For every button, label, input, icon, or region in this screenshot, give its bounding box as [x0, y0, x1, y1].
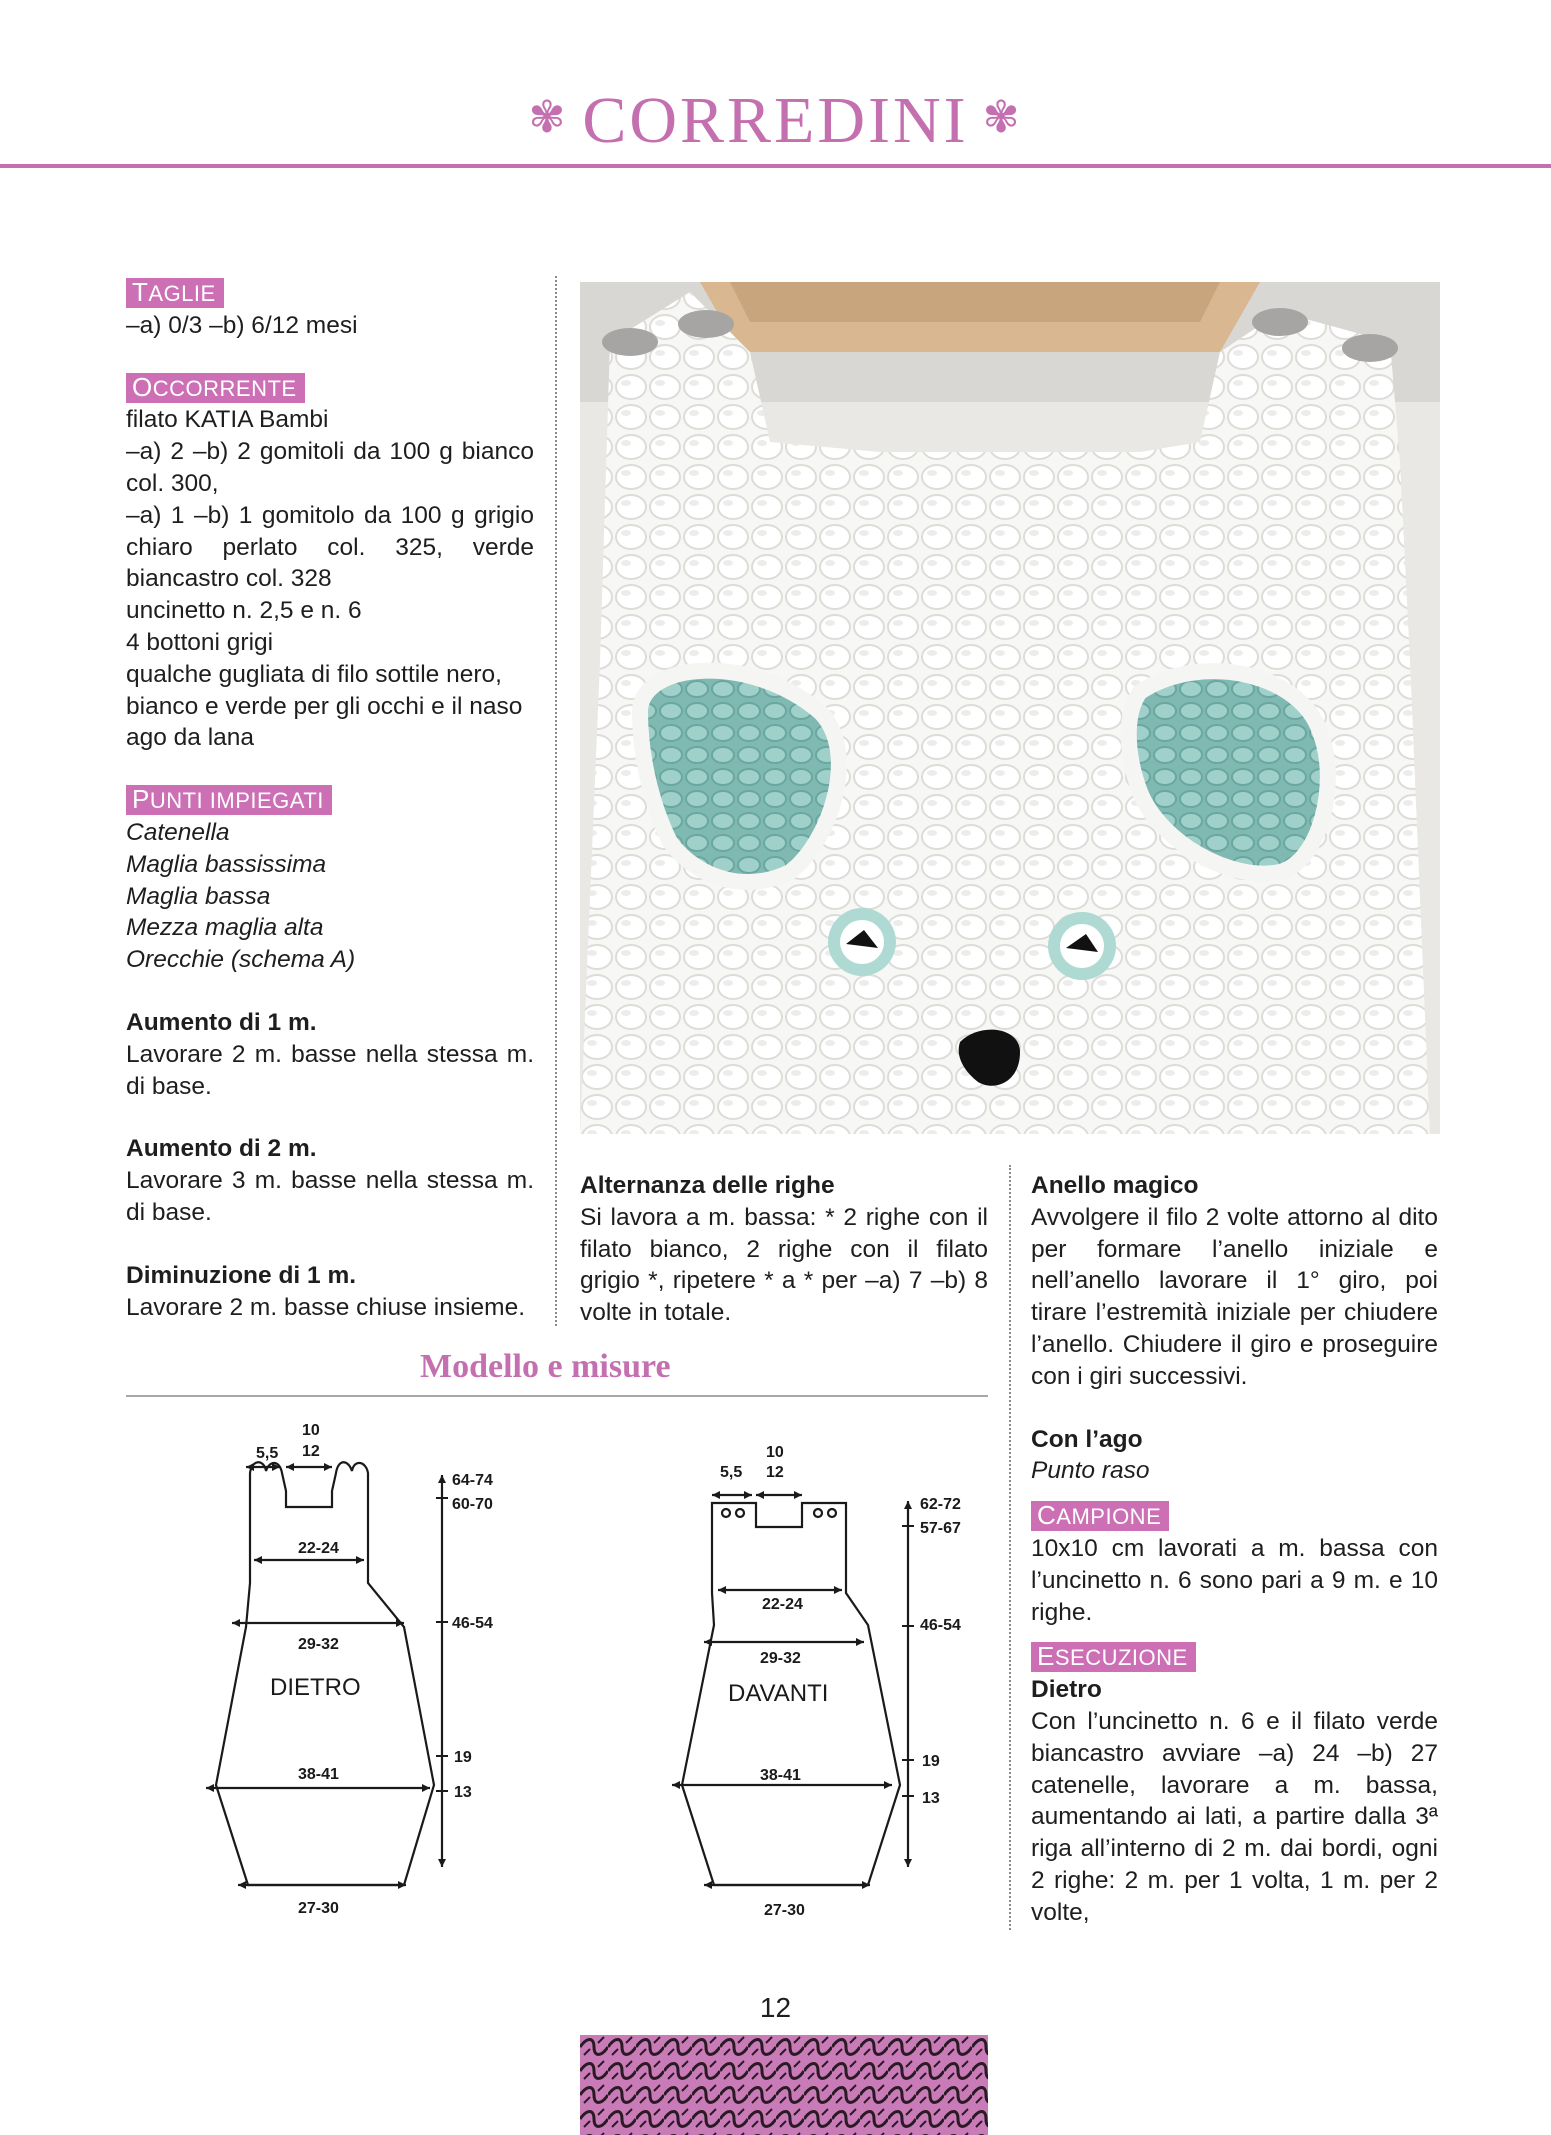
- dietro-h-total: 64-74: [452, 1472, 493, 1489]
- davanti-h-19: 19: [922, 1753, 940, 1770]
- column-divider: [555, 276, 557, 1326]
- davanti-w-bottom: 27-30: [764, 1902, 805, 1919]
- page-header-title: [0, 78, 1551, 161]
- davanti-gap-label-a: 10: [766, 1444, 784, 1461]
- occorrente-line: –a) 2 –b) 2 gomitoli da 100 g bianco col. 300,: [126, 438, 534, 497]
- diagram-davanti: [652, 1425, 992, 1935]
- dietro-h-mid: 46-54: [452, 1615, 493, 1632]
- dietro-w-upper: 29-32: [298, 1636, 339, 1653]
- davanti-strap-label: 5,5: [720, 1464, 743, 1481]
- section-label-taglie: TAGLIE: [126, 278, 224, 308]
- model-section-rule: [126, 1395, 988, 1397]
- occorrente-line: 4 bottoni grigi: [126, 628, 274, 656]
- column-divider: [1009, 1165, 1011, 1930]
- dietro-strap-label: 5,5: [256, 1445, 279, 1462]
- header-title-text: CORREDINI: [582, 84, 969, 157]
- punto-item: Maglia bassissima: [126, 850, 327, 878]
- davanti-h-strap: 57-67: [920, 1520, 961, 1537]
- dietro-w-chest: 22-24: [298, 1540, 339, 1557]
- dietro-h-13: 13: [454, 1784, 472, 1801]
- davanti-w-hip: 38-41: [760, 1767, 801, 1784]
- occorrente-line: qualche gugliata di filo sottile nero, bianco e verde per gli occhi e il naso: [126, 660, 523, 720]
- anello-text: Avvolgere il filo 2 volte attorno al dito per formare l’anello iniziale e nell’anello lavorare il 1° giro, poi tirare l’estremità iniziale per chiudere l’anello. Chiudere il giro e proseguire con i giri successivi.: [1031, 1203, 1438, 1390]
- dietro-w-hip: 38-41: [298, 1766, 339, 1783]
- anello-title: Anello magico: [1031, 1172, 1199, 1199]
- section-label-punti: PUNTI IMPIEGATI: [126, 785, 332, 815]
- punto-item: Mezza maglia alta: [126, 914, 324, 942]
- dietro-h-strap: 60-70: [452, 1496, 493, 1513]
- davanti-gap-label-b: 12: [766, 1464, 784, 1481]
- punto-item: Maglia bassa: [126, 882, 271, 910]
- dietro-w-bottom: 27-30: [298, 1900, 339, 1917]
- taglie-text: –a) 0/3 –b) 6/12 mesi: [126, 311, 358, 339]
- model-section-title: Modello e misure: [420, 1348, 671, 1385]
- left-column: [126, 278, 534, 1323]
- aumento1-title: Aumento di 1 m.: [126, 1008, 317, 1036]
- diminuzione-text: Lavorare 2 m. basse chiuse insieme.: [126, 1293, 525, 1321]
- section-label-campione: CAMPIONE: [1031, 1501, 1169, 1531]
- ago-text: Punto raso: [1031, 1457, 1150, 1485]
- right-column: [1031, 1170, 1438, 1929]
- product-photo: [580, 282, 1440, 1134]
- esecuzione-text: Con l’uncinetto n. 6 e il filato verde biancastro avviare –a) 24 –b) 27 catenelle, lavorare a m. bassa, aumentando ai lati, a partire dalla 3ª riga all’interno di 2 m. dai bordi, ogni 2 righe: 2 m. per 1 volta, 1 m. per 2 volte,: [1031, 1707, 1438, 1926]
- occorrente-line: filato KATIA Bambi: [126, 406, 329, 434]
- occorrente-line: ago da lana: [126, 724, 255, 752]
- ago-title: Con l’ago: [1031, 1425, 1143, 1453]
- davanti-h-total: 62-72: [920, 1496, 961, 1513]
- dietro-label: DIETRO: [270, 1674, 361, 1701]
- davanti-w-chest: 22-24: [762, 1596, 803, 1613]
- davanti-w-upper: 29-32: [760, 1650, 801, 1667]
- esecuzione-subtitle: Dietro: [1031, 1676, 1102, 1704]
- diagram-dietro: [190, 1405, 530, 1925]
- diminuzione-title: Diminuzione di 1 m.: [126, 1261, 357, 1289]
- davanti-label: DAVANTI: [728, 1680, 829, 1707]
- section-label-esecuzione: ESECUZIONE: [1031, 1642, 1196, 1672]
- alternanza-title: Alternanza delle righe: [580, 1172, 835, 1199]
- header-divider: [0, 164, 1551, 168]
- campione-text: 10x10 cm lavorati a m. bassa con l’uncinetto n. 6 sono pari a 9 m. e 10 righe.: [1031, 1534, 1438, 1626]
- punto-item: Catenella: [126, 818, 230, 846]
- dietro-gap-label-a: 10: [302, 1422, 320, 1439]
- middle-column: [580, 1170, 988, 1329]
- alternanza-text: Si lavora a m. bassa: * 2 righe con il filato bianco, 2 righe con il filato grigio *, ripetere * a * per –a) 7 –b) 8 volte in totale.: [580, 1203, 988, 1327]
- aumento1-text: Lavorare 2 m. basse nella stessa m. di base.: [126, 1040, 534, 1100]
- davanti-h-13: 13: [922, 1790, 940, 1807]
- flower-ornament-icon: ✾: [528, 93, 569, 142]
- davanti-h-mid: 46-54: [920, 1617, 961, 1634]
- page-number: 12: [759, 1992, 792, 2023]
- dietro-gap-label-b: 12: [302, 1443, 320, 1460]
- occorrente-line: –a) 1 –b) 1 gomitolo da 100 g grigio chiaro perlato col. 325, verde biancastro col. 328: [126, 501, 534, 593]
- punto-item: Orecchie (schema A): [126, 946, 356, 974]
- flower-ornament-icon: ✾: [982, 93, 1023, 142]
- decorative-knit-strip: [580, 2035, 988, 2135]
- occorrente-line: uncinetto n. 2,5 e n. 6: [126, 597, 362, 625]
- section-label-occorrente: OCCORRENTE: [126, 373, 305, 403]
- dietro-h-19: 19: [454, 1749, 472, 1766]
- aumento2-text: Lavorare 3 m. basse nella stessa m. di base.: [126, 1167, 534, 1226]
- aumento2-title: Aumento di 2 m.: [126, 1135, 317, 1163]
